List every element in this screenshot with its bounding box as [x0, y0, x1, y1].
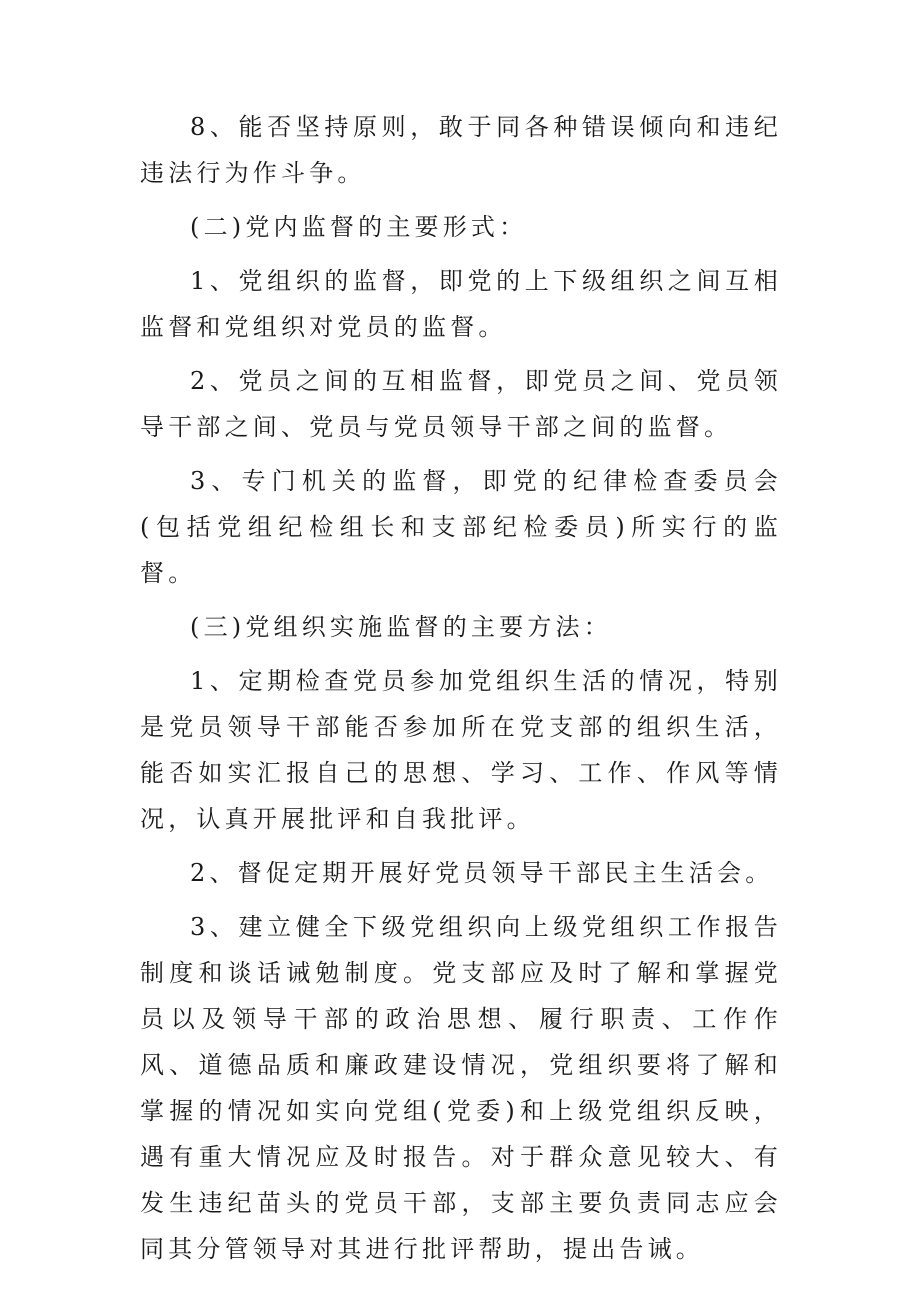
section-heading-forms: (二)党内监督的主要形式： — [190, 213, 528, 241]
paragraph-form-3: 3、专门机关的监督，即党的纪律检查委员会(包括党组纪检组长和支部纪检委员)所实行的监督。 — [140, 467, 782, 587]
paragraph-form-1: 1、党组织的监督，即党的上下级组织之间互相监督和党组织对党员的监督。 — [140, 267, 782, 341]
document-body — [140, 104, 782, 1280]
paragraph-form-2: 2、党员之间的互相监督，即党员之间、党员领导干部之间、党员与党员领导干部之间的监督。 — [140, 367, 782, 441]
section-heading-methods: (三)党组织实施监督的主要方法： — [190, 613, 612, 641]
paragraph-item-8: 8、能否坚持原则，敢于同各种错误倾向和违纪违法行为作斗争。 — [140, 113, 782, 187]
paragraph-method-2: 2、督促定期开展好党员领导干部民主生活会。 — [190, 859, 774, 887]
paragraph-method-3: 3、建立健全下级党组织向上级党组织工作报告制度和谈话诫勉制度。党支部应及时了解和掌握党员以及领导干部的政治思想、履行职责、工作作风、道德品质和廉政建设情况，党组织要将了解和掌握的情况如实向党组(党委)和上级党组织反映，遇有重大情况应及时报告。对于群众意见较大、有发生违纪苗头的党员干部，支部主要负责同志应会同其分管领导对其进行批评帮助，提出告诫。 — [140, 913, 782, 1263]
paragraph-method-1: 1、定期检查党员参加党组织生活的情况，特别是党员领导干部能否参加所在党支部的组织生活，能否如实汇报自己的思想、学习、工作、作风等情况，认真开展批评和自我批评。 — [140, 667, 782, 833]
